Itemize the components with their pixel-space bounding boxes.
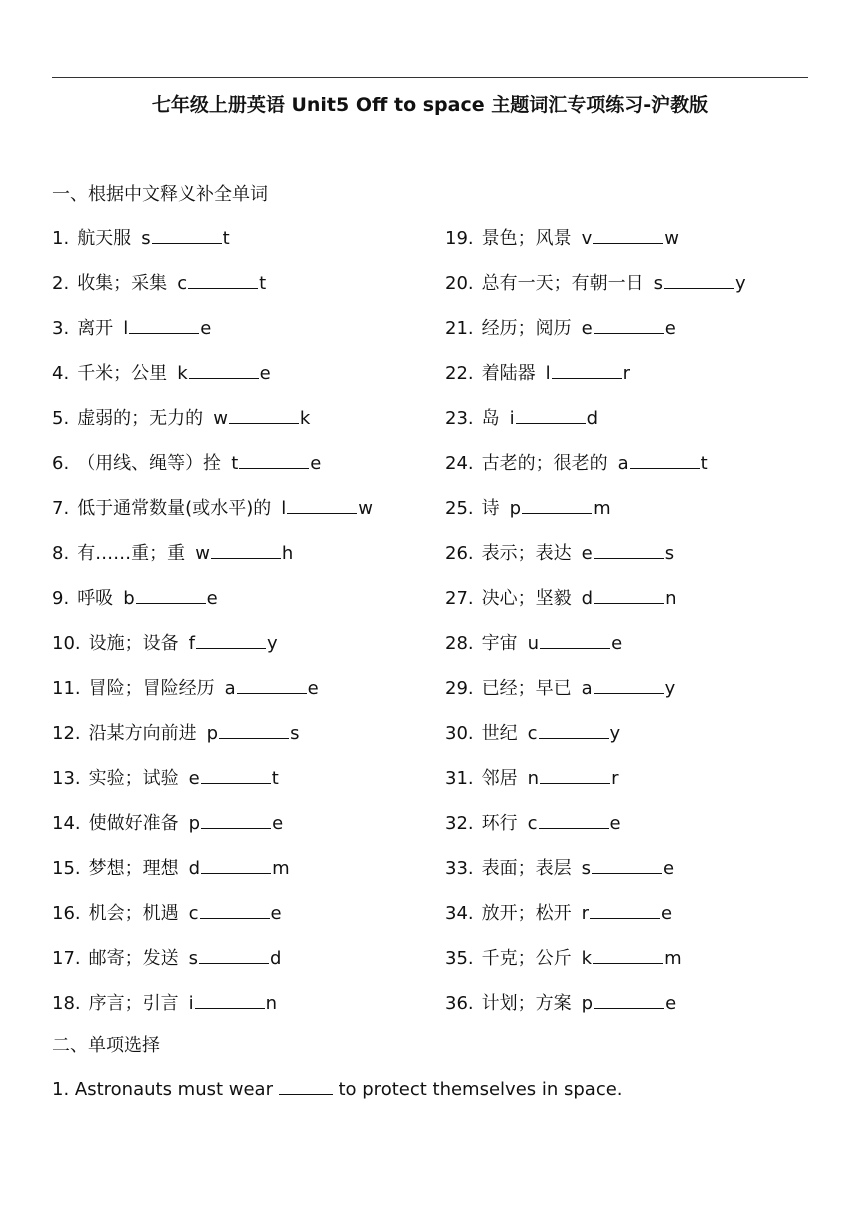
last-letter: y: [735, 273, 746, 294]
fill-blank-line: [594, 585, 664, 604]
fill-blank-line: [211, 540, 281, 559]
chinese-meaning: 诗: [481, 498, 500, 519]
vocab-item: [52, 675, 373, 720]
answer-blank-field[interactable]: [528, 720, 621, 747]
answer-blank-field[interactable]: [225, 675, 319, 702]
chinese-meaning: 沿某方向前进: [88, 723, 197, 744]
vocab-item: [445, 630, 746, 675]
last-letter: e: [661, 903, 673, 924]
last-letter: h: [281, 543, 294, 564]
item-number: 10.: [52, 633, 81, 654]
fill-blank-line: [129, 315, 199, 334]
fill-blank-line: [136, 585, 206, 604]
chinese-meaning: 世纪: [481, 723, 518, 744]
answer-blank-field[interactable]: [582, 945, 682, 972]
last-letter: s: [290, 723, 300, 744]
last-letter: y: [664, 678, 676, 699]
vocab-item: [52, 585, 373, 630]
item-number: 36.: [445, 993, 474, 1014]
last-letter: e: [307, 678, 319, 699]
first-letter: k: [177, 363, 188, 384]
answer-blank-field[interactable]: [510, 405, 598, 432]
vocab-item: [445, 225, 746, 270]
answer-blank-field[interactable]: [213, 405, 310, 432]
first-letter: w: [213, 408, 228, 429]
answer-blank-field[interactable]: [618, 450, 708, 477]
last-letter: y: [266, 633, 278, 654]
first-letter: d: [188, 858, 201, 879]
chinese-meaning: 实验；试验: [88, 768, 179, 789]
last-letter: n: [665, 588, 677, 609]
vocab-item: [52, 990, 373, 1035]
answer-blank-field[interactable]: [582, 675, 676, 702]
answer-blank-field[interactable]: [528, 810, 621, 837]
vocab-item: [445, 720, 746, 765]
fill-blank-line: [201, 855, 271, 874]
first-letter: c: [527, 723, 538, 744]
answer-blank-field[interactable]: [189, 810, 284, 837]
section-heading-vocabulary: 一、根据中文释义补全单词: [52, 184, 268, 205]
vocab-item: [52, 540, 373, 585]
last-letter: m: [664, 948, 682, 969]
first-letter: d: [581, 588, 594, 609]
vocab-item: [445, 900, 746, 945]
answer-blank-field[interactable]: [141, 225, 229, 252]
vocab-item: [445, 405, 746, 450]
chinese-meaning: 设施；设备: [88, 633, 179, 654]
fill-blank-line: [552, 360, 622, 379]
first-letter: i: [188, 993, 194, 1014]
first-letter: a: [224, 678, 236, 699]
item-number: 21.: [445, 318, 474, 339]
item-number: 2.: [52, 273, 70, 294]
vocab-item: [52, 945, 373, 990]
first-letter: l: [123, 318, 129, 339]
last-letter: d: [270, 948, 282, 969]
vocab-item: [445, 675, 746, 720]
fill-blank-line: [594, 540, 664, 559]
first-letter: e: [581, 318, 593, 339]
fill-blank-line: [201, 810, 271, 829]
question-text-before: 1. Astronauts must wear: [52, 1079, 273, 1100]
last-letter: r: [622, 363, 631, 384]
last-letter: d: [586, 408, 599, 429]
item-number: 5.: [52, 408, 70, 429]
question-text-after: to protect themselves in space.: [338, 1079, 623, 1100]
fill-blank-line: [199, 945, 269, 964]
answer-blank-field[interactable]: [177, 360, 271, 387]
first-letter: b: [123, 588, 135, 609]
last-letter: e: [259, 363, 271, 384]
chinese-meaning: 着陆器: [481, 363, 536, 384]
item-number: 4.: [52, 363, 70, 384]
fill-blank-line: [287, 495, 357, 514]
fill-blank-line: [229, 405, 299, 424]
first-letter: r: [581, 903, 590, 924]
chinese-meaning: 有……重；重: [77, 543, 186, 564]
item-number: 16.: [52, 903, 81, 924]
answer-blank-field[interactable]: [528, 765, 619, 792]
last-letter: t: [259, 273, 267, 294]
chinese-meaning: 序言；引言: [88, 993, 179, 1014]
first-letter: c: [527, 813, 538, 834]
vocab-item: [445, 495, 746, 540]
last-letter: e: [272, 813, 284, 834]
last-letter: t: [700, 453, 708, 474]
first-letter: w: [195, 543, 210, 564]
chinese-meaning: 已经；早已: [481, 678, 572, 699]
vocab-item: [445, 990, 746, 1035]
item-number: 28.: [445, 633, 474, 654]
chinese-meaning: 虚弱的；无力的: [77, 408, 204, 429]
first-letter: s: [581, 858, 592, 879]
chinese-meaning: 环行: [481, 813, 518, 834]
chinese-meaning: （用线、绳等）拴: [77, 453, 222, 474]
chinese-meaning: 总有一天；有朝一日: [481, 273, 644, 294]
chinese-meaning: 表示；表达: [481, 543, 572, 564]
chinese-meaning: 邮寄；发送: [88, 948, 179, 969]
answer-blank-field[interactable]: [177, 270, 266, 297]
fill-blank-line: [539, 810, 609, 829]
fill-blank-line: [594, 990, 664, 1009]
last-letter: m: [272, 858, 290, 879]
fill-blank-line: [593, 945, 663, 964]
fill-blank-line: [590, 900, 660, 919]
first-letter: i: [509, 408, 515, 429]
answer-blank-field[interactable]: [123, 585, 218, 612]
page-title: 七年级上册英语 Unit5 Off to space 主题词汇专项练习-沪教版: [151, 94, 709, 116]
item-number: 34.: [445, 903, 474, 924]
last-letter: m: [593, 498, 611, 519]
fill-blank-line: [594, 675, 664, 694]
answer-blank-field[interactable]: [528, 630, 623, 657]
first-letter: l: [545, 363, 551, 384]
vocab-item: [445, 585, 746, 630]
item-number: 12.: [52, 723, 81, 744]
last-letter: w: [664, 228, 680, 249]
chinese-meaning: 千克；公斤: [481, 948, 572, 969]
fill-blank-line: [539, 720, 609, 739]
vocab-item: [52, 630, 373, 675]
item-number: 7.: [52, 498, 70, 519]
vocab-item: [52, 225, 373, 270]
fill-blank-line: [522, 495, 592, 514]
fill-blank-line: [592, 855, 662, 874]
first-letter: p: [509, 498, 522, 519]
fill-blank-line: [200, 900, 270, 919]
fill-blank-line: [195, 990, 265, 1009]
last-letter: s: [664, 543, 675, 564]
vocab-column-right: [445, 225, 746, 1035]
fill-blank-line: [188, 270, 258, 289]
first-letter: c: [188, 903, 199, 924]
item-number: 15.: [52, 858, 81, 879]
fill-blank-line: [219, 720, 289, 739]
chinese-meaning: 放开；松开: [481, 903, 572, 924]
last-letter: e: [665, 993, 677, 1014]
item-number: 11.: [52, 678, 81, 699]
vocab-item: [445, 450, 746, 495]
answer-blank-field[interactable]: [582, 585, 677, 612]
vocab-item: [445, 945, 746, 990]
item-number: 3.: [52, 318, 70, 339]
vocab-item: [52, 360, 373, 405]
chinese-meaning: 景色；风景: [481, 228, 572, 249]
item-number: 18.: [52, 993, 81, 1014]
item-number: 33.: [445, 858, 474, 879]
item-number: 32.: [445, 813, 474, 834]
item-number: 1.: [52, 228, 70, 249]
chinese-meaning: 航天服: [77, 228, 132, 249]
first-letter: t: [231, 453, 239, 474]
fill-blank-line: [201, 765, 271, 784]
chinese-meaning: 计划；方案: [481, 993, 572, 1014]
vocab-item: [445, 855, 746, 900]
item-number: 19.: [445, 228, 474, 249]
answer-blank-field[interactable]: [195, 540, 293, 567]
vocab-item: [52, 720, 373, 765]
last-letter: r: [611, 768, 619, 789]
section-heading-choice: 二、单项选择: [52, 1035, 160, 1056]
fill-blank-line: [196, 630, 266, 649]
vocab-item: [52, 810, 373, 855]
item-number: 6.: [52, 453, 70, 474]
answer-blank-field[interactable]: [582, 990, 677, 1017]
item-number: 22.: [445, 363, 474, 384]
item-number: 13.: [52, 768, 81, 789]
chinese-meaning: 机会；机遇: [88, 903, 179, 924]
vocab-item: [52, 765, 373, 810]
chinese-meaning: 经历；阅历: [481, 318, 572, 339]
chinese-meaning: 呼吸: [77, 588, 114, 609]
vocab-item: [445, 540, 746, 585]
vocab-item: [445, 765, 746, 810]
answer-blank-field[interactable]: [231, 450, 321, 477]
fill-blank-line: [239, 450, 309, 469]
fill-blank-line: [189, 360, 259, 379]
answer-blank-field[interactable]: [189, 990, 277, 1017]
answer-blank-field[interactable]: [189, 765, 279, 792]
fill-blank-line: [516, 405, 586, 424]
last-letter: e: [200, 318, 212, 339]
item-number: 8.: [52, 543, 70, 564]
item-number: 29.: [445, 678, 474, 699]
last-letter: y: [609, 723, 621, 744]
fill-blank-line: [237, 675, 307, 694]
first-letter: k: [581, 948, 593, 969]
chinese-meaning: 宇宙: [481, 633, 518, 654]
last-letter: k: [299, 408, 311, 429]
item-number: 9.: [52, 588, 70, 609]
first-letter: e: [581, 543, 593, 564]
item-number: 30.: [445, 723, 474, 744]
chinese-meaning: 使做好准备: [88, 813, 179, 834]
question-1: [52, 1076, 623, 1100]
last-letter: e: [206, 588, 218, 609]
answer-blank-field[interactable]: [582, 900, 672, 927]
first-letter: l: [281, 498, 287, 519]
vocab-item: [445, 315, 746, 360]
last-letter: e: [664, 318, 676, 339]
last-letter: t: [271, 768, 279, 789]
last-letter: w: [358, 498, 373, 519]
fill-blank-line: [540, 630, 610, 649]
fill-blank-line: [152, 225, 222, 244]
last-letter: e: [609, 813, 621, 834]
first-letter: c: [177, 273, 188, 294]
chinese-meaning: 梦想；理想: [88, 858, 179, 879]
item-number: 27.: [445, 588, 474, 609]
vocab-item: [52, 405, 373, 450]
answer-blank-field[interactable]: [189, 630, 278, 657]
chinese-meaning: 千米；公里: [77, 363, 168, 384]
vocab-item: [445, 810, 746, 855]
first-letter: f: [188, 633, 195, 654]
first-letter: n: [527, 768, 540, 789]
last-letter: n: [265, 993, 278, 1014]
chinese-meaning: 收集；采集: [77, 273, 168, 294]
fill-blank-line: [664, 270, 734, 289]
first-letter: p: [206, 723, 219, 744]
chinese-meaning: 表面；表层: [481, 858, 572, 879]
answer-blank-field[interactable]: [582, 225, 679, 252]
chinese-meaning: 离开: [77, 318, 114, 339]
chinese-meaning: 低于通常数量(或水平)的: [77, 498, 272, 519]
answer-blank-field[interactable]: [123, 315, 211, 342]
chinese-meaning: 古老的；很老的: [481, 453, 608, 474]
chinese-meaning: 决心；坚毅: [481, 588, 572, 609]
fill-blank-line: [540, 765, 610, 784]
first-letter: s: [141, 228, 151, 249]
answer-blank-field[interactable]: [510, 495, 611, 522]
first-letter: a: [581, 678, 593, 699]
item-number: 23.: [445, 408, 474, 429]
question-answer-blank[interactable]: [279, 1076, 333, 1095]
fill-blank-line: [630, 450, 700, 469]
last-letter: t: [222, 228, 230, 249]
vocab-item: [52, 855, 373, 900]
item-number: 31.: [445, 768, 474, 789]
vocab-item: [52, 495, 373, 540]
answer-blank-field[interactable]: [582, 855, 674, 882]
vocab-column-left: [52, 225, 373, 1035]
answer-blank-field[interactable]: [207, 720, 300, 747]
answer-blank-field[interactable]: [189, 900, 282, 927]
answer-blank-field[interactable]: [546, 360, 630, 387]
vocab-item: [445, 360, 746, 405]
first-letter: s: [188, 948, 199, 969]
item-number: 25.: [445, 498, 474, 519]
answer-blank-field[interactable]: [189, 945, 282, 972]
first-letter: u: [527, 633, 540, 654]
first-letter: v: [581, 228, 593, 249]
top-rule: [52, 77, 808, 78]
chinese-meaning: 邻居: [481, 768, 518, 789]
vocab-item: [445, 270, 746, 315]
first-letter: s: [653, 273, 664, 294]
fill-blank-line: [593, 225, 663, 244]
last-letter: e: [270, 903, 282, 924]
answer-blank-field[interactable]: [654, 270, 746, 297]
vocab-item: [52, 270, 373, 315]
last-letter: e: [611, 633, 623, 654]
answer-blank-field[interactable]: [189, 855, 290, 882]
first-letter: e: [188, 768, 200, 789]
fill-blank-line: [594, 315, 664, 334]
vocab-item: [52, 450, 373, 495]
chinese-meaning: 岛: [481, 408, 500, 429]
item-number: 24.: [445, 453, 474, 474]
answer-blank-field[interactable]: [582, 315, 676, 342]
item-number: 17.: [52, 948, 81, 969]
item-number: 26.: [445, 543, 474, 564]
answer-blank-field[interactable]: [582, 540, 674, 567]
item-number: 14.: [52, 813, 81, 834]
first-letter: a: [617, 453, 629, 474]
last-letter: e: [310, 453, 322, 474]
last-letter: e: [663, 858, 675, 879]
first-letter: p: [581, 993, 594, 1014]
answer-blank-field[interactable]: [281, 495, 373, 522]
vocab-item: [52, 315, 373, 360]
item-number: 35.: [445, 948, 474, 969]
vocab-item: [52, 900, 373, 945]
chinese-meaning: 冒险；冒险经历: [88, 678, 215, 699]
item-number: 20.: [445, 273, 474, 294]
first-letter: p: [188, 813, 201, 834]
